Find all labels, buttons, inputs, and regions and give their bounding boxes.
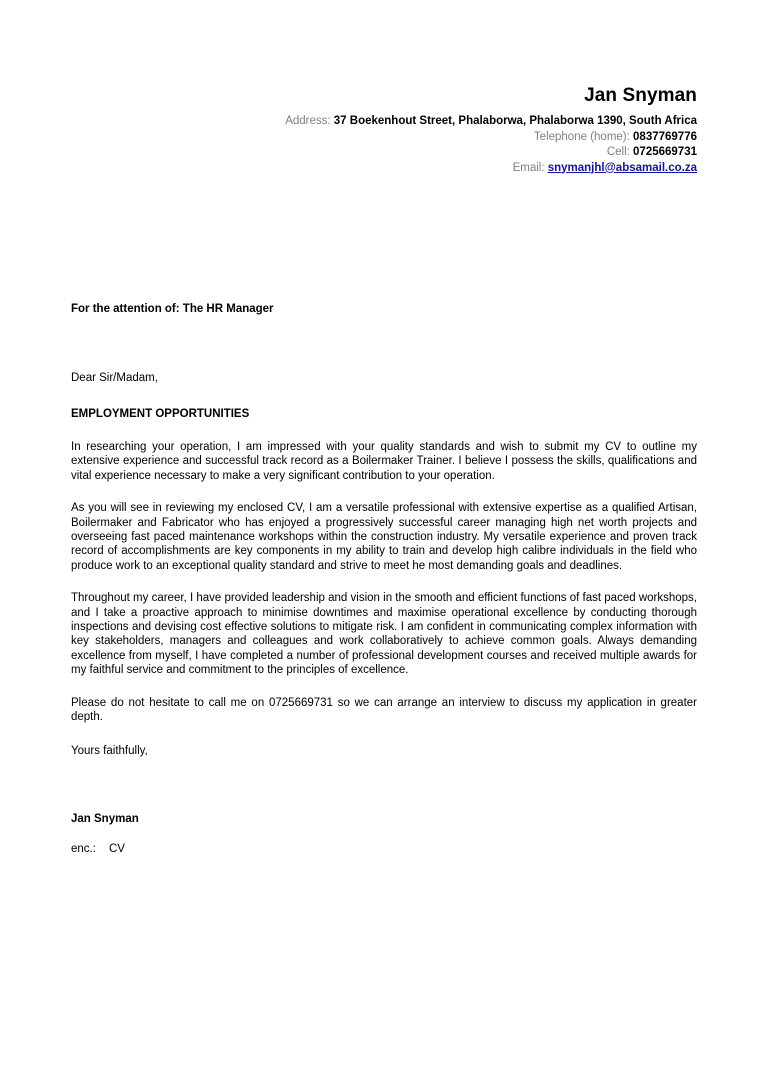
address-label: Address:	[285, 115, 331, 127]
attention-line: For the attention of: The HR Manager	[71, 303, 274, 315]
body-paragraph: In researching your operation, I am impressed with your quality standards and wish to submit my CV to outline my extensive experience and successful track record as a Boilermaker Trainer. I believe I possess the skills, qualifications and vital experience necessary to make a very significant contribution to your operation.	[71, 441, 697, 482]
cell-value: 0725669731	[633, 146, 697, 158]
cell-line	[71, 145, 697, 161]
enclosure-line	[71, 842, 697, 857]
address-value: 37 Boekenhout Street, Phalaborwa, Phalaborwa 1390, South Africa	[333, 115, 697, 127]
closing-line: Yours faithfully,	[71, 744, 148, 757]
email-label: Email:	[512, 161, 545, 174]
salutation: Dear Sir/Madam,	[71, 372, 158, 384]
enclosure-value: CV	[109, 842, 125, 855]
address-line	[71, 114, 697, 130]
letterhead	[71, 84, 697, 176]
subject-line: EMPLOYMENT OPPORTUNITIES	[71, 408, 250, 420]
body-paragraph: As you will see in reviewing my enclosed CV, I am a versatile professional with extensive expertise as a qualified Artisan, Boilermaker and Fabricator who has enjoyed a progressively successful career managing high net worth projects and overseeing fast paced maintenance workshops within the construction industry. My versatile experience and proven track record of accomplishments are key components in my ability to train and develop high calibre individuals in the field who produce work to an exceptional quality standard and strive to meet he most demanding goals and deadlines.	[71, 502, 697, 572]
letter-body	[71, 302, 697, 857]
email-line	[71, 161, 697, 177]
telephone-line	[71, 130, 697, 146]
enclosure-label: enc.:	[71, 842, 96, 855]
telephone-label: Telephone (home):	[533, 130, 630, 143]
body-paragraph: Please do not hesitate to call me on 0725669731 so we can arrange an interview to discuss my application in greater depth.	[71, 696, 697, 724]
signature-name: Jan Snyman	[71, 812, 139, 825]
sender-name: Jan Snyman	[584, 85, 697, 106]
cell-label: Cell:	[606, 146, 630, 158]
email-link[interactable]: snymanjhl@absamail.co.za	[547, 161, 697, 174]
body-paragraph: Throughout my career, I have provided leadership and vision in the smooth and efficient functions of fast paced workshops, and I take a proactive approach to minimise downtimes and maximise operational excellence by conducting thorough inspections and devising cost effective solutions to mitigate risk. I am confident in communicating complex information with key stakeholders, managers and colleagues and work collaboratively to achieve common goals. Always demanding excellence from myself, I have completed a number of professional development courses and received multiple awards for my faithful service and commitment to the principles of excellence.	[71, 592, 697, 677]
telephone-value: 0837769776	[633, 130, 697, 143]
